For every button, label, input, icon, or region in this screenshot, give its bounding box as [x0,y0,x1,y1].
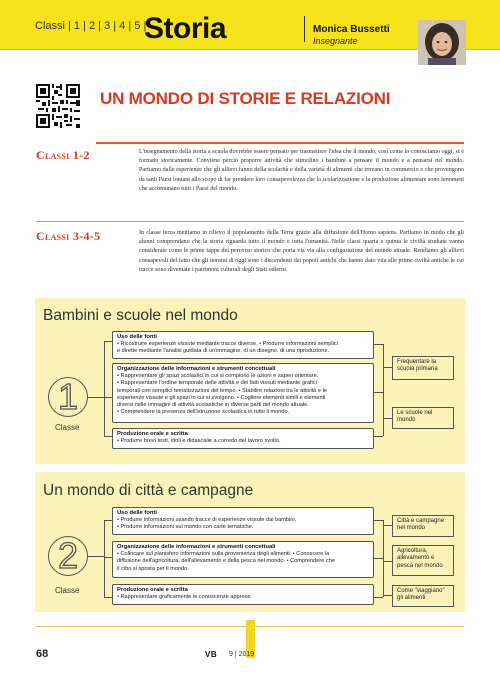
connector [374,558,383,559]
connector [383,418,392,419]
connector [383,595,392,596]
topic-box: Come "viaggiano" gli alimenti [392,585,454,607]
section-heading-classi-3-4-5: Classi 3-4-5 [36,229,101,243]
connector [383,367,392,368]
connector [104,397,112,398]
section-body-classi-3-4-5: In classe terza mettiamo in rilievo il popolamento della Terra grazie alla diffusione dell'Homo sapiens. Partiamo in modo che gli alunni comprendano che la storia riguarda tutto il mondo e tutta l'umanità. Nelle classi quarta e quinta le civiltà studiate vanno considerate come le prime tappe del percorso storico che porta via via alla configurazione del mondo attuale. Rendiamo gli allievi consapevoli del fatto che gli uomini di oggi sono i discendenti dei popoli antichi che hanno dato vita alle prime civiltà antiche le cui tracce sono diventate i patrimoni culturali degli Stati odierni. [139,230,464,273]
classe-label: Classe [55,586,80,595]
connector [104,341,105,436]
connector [104,436,112,437]
topic-box: Agricoltura, allevamento e pesca nel mondo [392,545,454,576]
page-number: 68 [36,648,49,660]
qr-code[interactable] [36,84,80,128]
topic-box: Frequentare la scuola primaria [392,356,454,380]
topic-box: Città e campagne nel mondo [392,515,454,537]
connector [374,392,383,393]
goal-box-organizzazione: Organizzazione delle informazioni e strumenti concettuali • Rappresentare gli spazi scolastici in cui si compiono le azioni e saperi orientare. • Rappresentare l'ordine temporale delle attività e dei fatti vissuti mediante grafici temporali con semplici tematizzazioni del tempo. • Stabilire relazioni tra le attività e le esperienze vissute e gli spazi in cui si svolgono. • Cogliere elementi simili e elementi diversi nelle immagini di attività scolastiche in diverse parti del mondo attuale. • Comprendere la presenza dell'istruzione scolastica in tutto il mondo. [112,363,374,423]
header-divider [304,16,305,42]
classi-nav: Classi | 1 | 2 | 3 | 4 | 5 | [35,20,147,32]
connector [374,520,383,521]
panel-title: Un mondo di città e campagne [43,482,254,499]
classe-number-badge: 2 [48,536,88,576]
section-divider [36,221,464,222]
author-role: Insegnante [313,36,358,46]
section-rule [96,142,464,144]
page-title: Storia [144,12,227,45]
connector [104,341,112,342]
author-name: Monica Bussetti [313,24,390,35]
section-body-classi-1-2: L'insegnamento della storia a scuola dovrebbe essere pensato per trasmettere l'idea che il mondo, così come lo conosciamo oggi, si è formato storicamente. Conviene perciò proporre attività che stimolino i bambini a pensare il mondo e a pensarsi nel mondo. Partiamo dalle esperienze che gli allievi fanno della scolarità e della varietà di alimenti che trovano in commercio e che provengono da tanti Paesi lontani allo scopo di far prendere loro consapevolezza che la scolarizzazione e la produzione alimentare sono fenomeni che accomunano tutti i Paesi del mondo. [139,149,464,192]
connector [104,520,112,521]
classe-number-badge: 1 [48,377,88,417]
connector [104,520,105,597]
main-title: UN MONDO DI STORIE E RELAZIONI [100,89,391,108]
section-heading-classi-1-2: Classi 1-2 [36,148,90,162]
issue-number: 9 | 2019 [229,651,255,658]
connector [374,436,383,437]
topic-box: Le scuole nel mondo [392,407,454,429]
connector [383,561,392,562]
panel-title: Bambini e scuole nel mondo [43,307,238,324]
classe-label: Classe [55,423,80,432]
connector [374,344,383,345]
connector [383,344,384,436]
author-photo [418,20,466,65]
connector [383,520,384,597]
goal-box-organizzazione: Organizzazione delle informazioni e strumenti concettuali • Collocare sul planisfero informazioni sulla provenienza degli alimenti. • Conoscere la diffusione dell'agricoltura, dell'allevamento e della pesca nel mondo. • Comprendere che il cibo si sposta per il mondo. [112,541,374,578]
connector [88,556,104,557]
goal-box-uso-fonti: Uso delle fonti • Produrre informazioni usando tracce di esperienze vissute dai bambini. • Produrre informazioni sul mondo con carte tematiche. [112,507,374,535]
goal-box-produzione: Produzione orale e scritta • Rappresentare graficamente le conoscenze apprese. [112,584,374,605]
connector [374,597,383,598]
publisher-logo: VB [205,650,218,659]
connector [104,557,112,558]
goal-box-produzione: Produzione orale e scritta • Produrre brevi testi, titoli e didascalie a corredo del lavoro svolto. [112,428,374,449]
connector [88,397,104,398]
connector [383,525,392,526]
goal-box-uso-fonti: Uso delle fonti • Ricostruire esperienze vissute mediante tracce diverse. • Produrre informazioni semplici e dirette mediante l'analisi guidata di un'immagine, di un disegno, di una riproduzione. [112,331,374,359]
connector [104,597,112,598]
